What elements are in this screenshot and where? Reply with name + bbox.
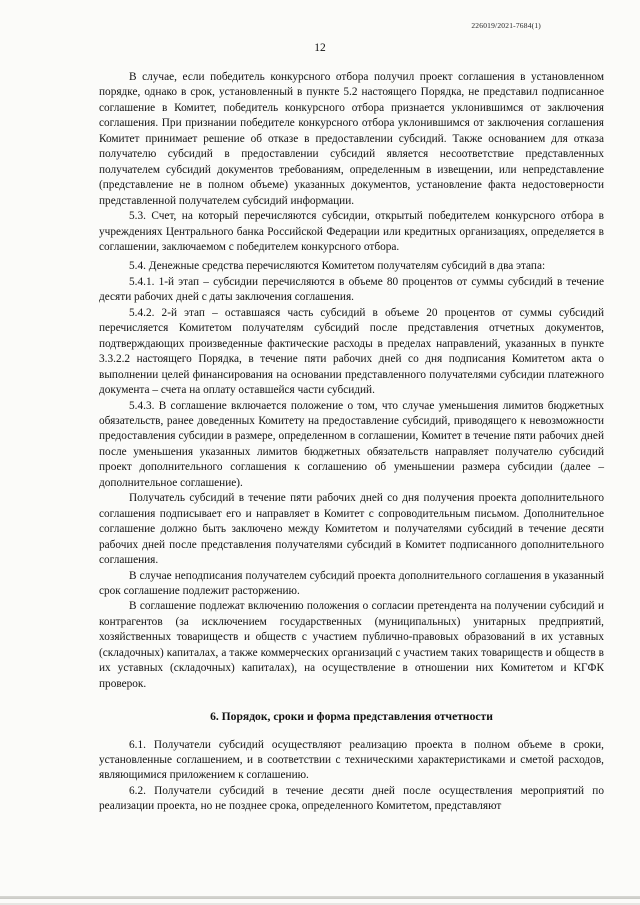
document-body: [99, 70, 604, 815]
scan-edge: [0, 896, 640, 899]
paragraph-5-4-2: 5.4.2. 2-й этап – оставшаяся часть субсидий в объеме 20 процентов от суммы субсидий перечисляется Комитетом получателям субсидий после представления отчетных документов, подтверждающих произведенные фактические расходы в пределах направлений, указанных в пункте 3.3.2.2 настоящего Порядка, в течение пяти рабочих дней со дня подписания Комитетом акта о выполнении целей финансирования на основании представленного получателями субсидии платежного документа – счета на оплату оставшейся части субсидий.: [99, 306, 604, 397]
page-number: 12: [314, 42, 326, 54]
paragraph-5-4: 5.4. Денежные средства перечисляются Комитетом получателям субсидий в два этапа:: [129, 260, 546, 273]
paragraph-5-3: 5.3. Счет, на который перечисляются субсидии, открытый победителем конкурсного отбора в учреждениях Центрального банка Российской Федерации или кредитных организациях, определяется в соглашении, заключаемом с победителем конкурсного отбора.: [99, 210, 604, 253]
paragraph-6-2: 6.2. Получатели субсидий в течение десяти дней после осуществления мероприятий по реализации проекта, но не позднее срока, определенного Комитетом, представляют: [99, 784, 604, 813]
section-6-heading: 6. Порядок, сроки и форма представления отчетности: [210, 710, 493, 724]
paragraph-additional-agreement: Получатель субсидий в течение пяти рабочих дней со дня получения проекта дополнительного соглашения подписывает его и направляет в Комитет с сопроводительным письмом. Дополнительное соглашение должно быть заключено между Комитетом и получателями субсидий в течение десяти рабочих дней после представления получателями субсидий в Комитет подписанного дополнительного соглашения.: [99, 492, 604, 567]
document-id: 226019/2021-7684(1): [471, 21, 541, 30]
paragraph-consent: В соглашение подлежат включению положения о согласии претендента на получении субсидий и контрагентов (за исключением государственных (муниципальных) унитарных предприятий, хозяйственных товариществ и обществ с участием публично-правовых образований в их уставных (складочных) капиталах, а также коммерческих организаций с участием таких товариществ и обществ в их уставных (складочных) капиталах), на осуществление в отношении них Комитетом и КГФК проверок.: [99, 600, 604, 690]
paragraph-5-4-1: 5.4.1. 1-й этап – субсидии перечисляются в объеме 80 процентов от суммы субсидий в течение десяти рабочих дней с даты заключения соглашения.: [99, 275, 604, 304]
paragraph-6-1: 6.1. Получатели субсидий осуществляют реализацию проекта в полном объеме в сроки, установленные соглашением, и в соответствии с техническими характеристиками и сметой расходов, являющимися приложением к соглашению.: [99, 738, 604, 782]
paragraph-5-4-3: 5.4.3. В соглашение включается положение о том, что случае уменьшения лимитов бюджетных обязательств, ранее доведенных Комитету на предоставление субсидий, приводящего к невозможности предоставления субсидии в размере, определенном в соглашении, Комитет в течение пяти рабочих дней после уменьшения указанных лимитов бюджетных обязательств направляет получателю субсидий проект дополнительного соглашения к соглашению об уменьшении размера субсидии (далее – дополнительное соглашение).: [99, 399, 604, 489]
paragraph-termination: В случае неподписания получателем субсидий проекта дополнительного соглашения в указанный срок соглашение подлежит расторжению.: [99, 569, 604, 597]
paragraph-refusal: В случае, если победитель конкурсного отбора получил проект соглашения в установленном порядке, однако в срок, установленный в пункте 5.2 настоящего Порядка, не представил подписанное соглашение в Комитет, победитель конкурсного отбора признается уклонившимся от заключения соглашения. При признании победителе конкурсного отбора уклонившимся от заключения соглашения Комитет принимает решение об отказе в предоставлении субсидий. Также основанием для отказа получателю субсидий в предоставлении субсидий является несоответствие представленных получателем субсидий документов требованиям, определенным в извещении, или непредставление (представление не в полном объеме) указанных документов, установление факта недостоверности представленной получателем субсидий информации.: [99, 71, 604, 207]
